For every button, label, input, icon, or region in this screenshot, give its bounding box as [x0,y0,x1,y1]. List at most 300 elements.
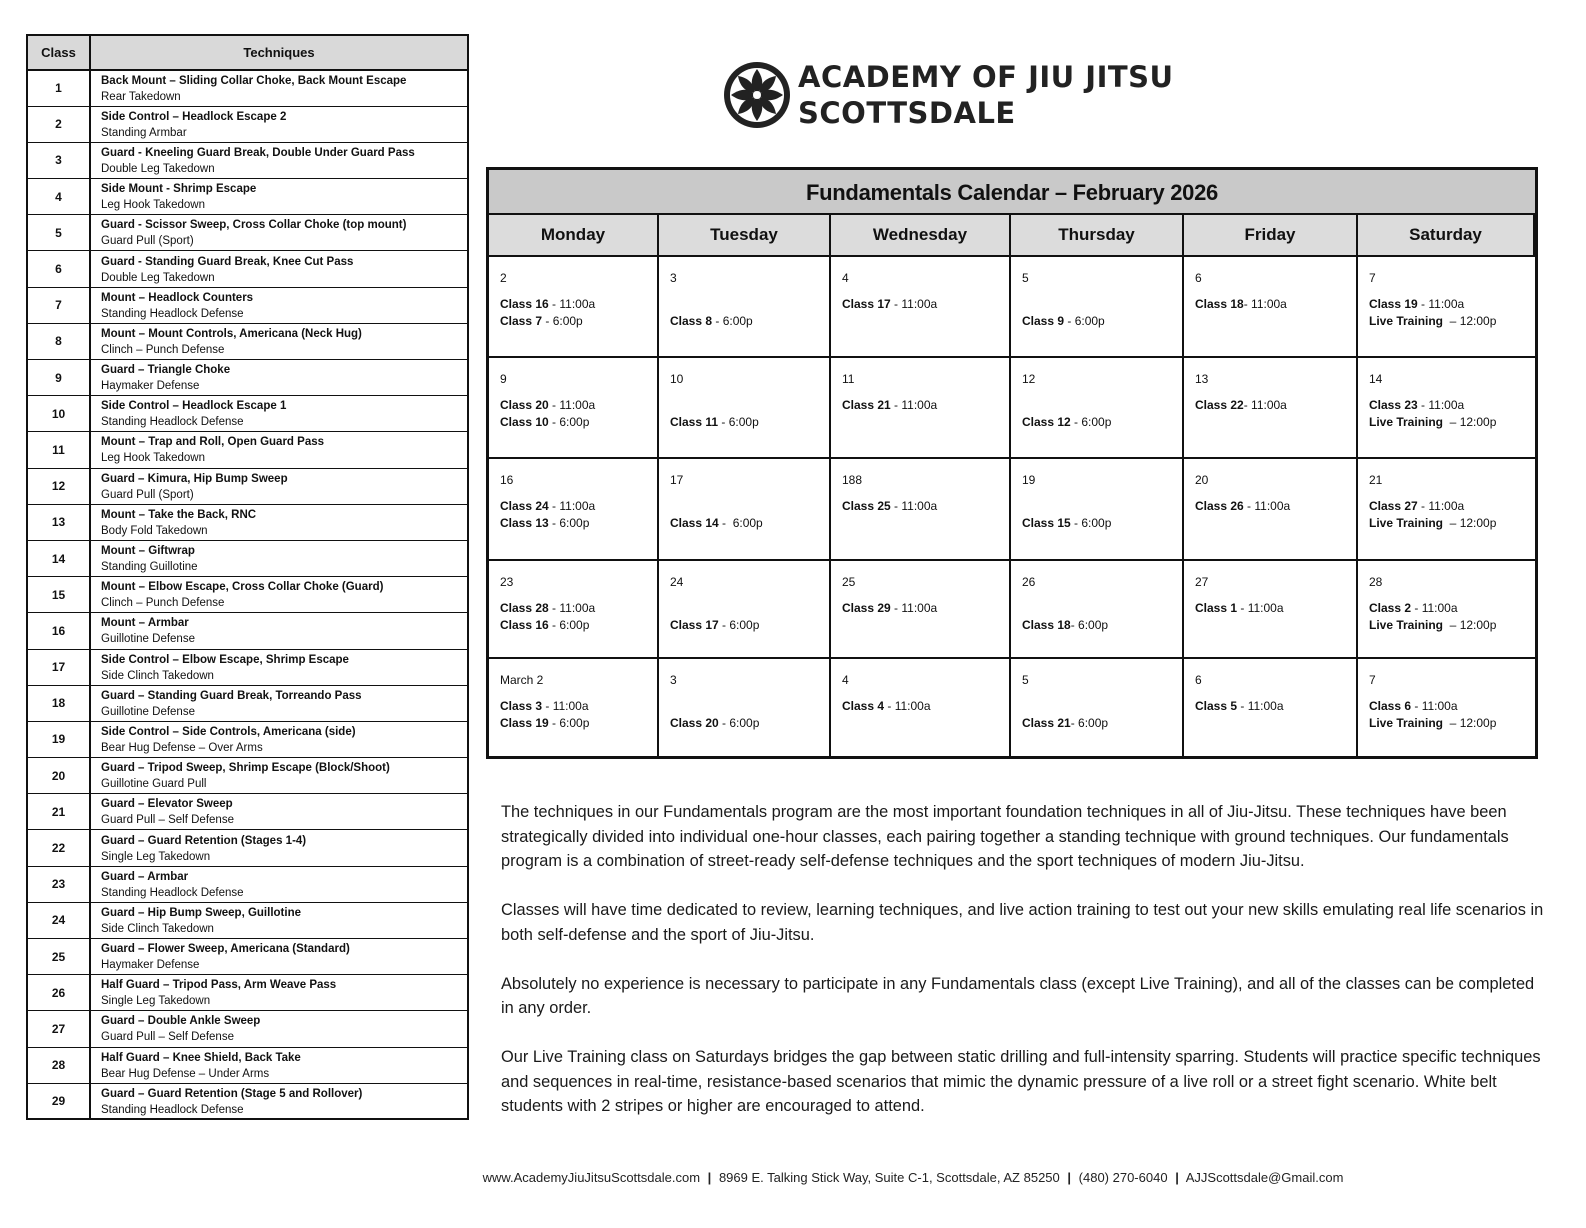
class-time: - 6:00p [548,618,590,632]
calendar-class-entry [500,516,657,533]
ground-technique: Side Control – Headlock Escape 2 [101,110,287,123]
calendar-class-entry [1369,716,1535,733]
class-number: 24 [27,902,90,938]
calendar-class-entry [500,499,657,516]
calendar-date: 16 [500,473,514,487]
calendar-class-entry [1369,415,1535,432]
footer-separator: | [1175,1170,1179,1185]
calendar-date: 188 [842,473,863,487]
calendar-class-entry [670,516,829,533]
calendar-class-entry [500,601,657,618]
technique-cell [90,721,468,757]
calendar-date: 6 [1195,673,1202,687]
calendar-title: Fundamentals Calendar – February 2026 [489,170,1535,215]
class-time: - 6:00p [718,618,760,632]
calendar-date: 28 [1369,575,1383,589]
calendar-class-entry [670,601,829,618]
class-name: Class 23 [1369,398,1418,412]
standing-technique: Single Leg Takedown [101,995,211,1008]
calendar-class-entry [1195,601,1356,618]
description-paragraph: The techniques in our Fundamentals program are the most important foundation techniques in all of Jiu-Jitsu. These techniques have been strategically divided into individual one-hour classes, each pairing together a standing technique with ground techniques. Our fundamentals program is a combination of street-ready self-defense techniques and the sport techniques of modern Jiu-Jitsu. [501,803,1509,870]
ground-technique: Mount – Trap and Roll, Open Guard Pass [101,436,325,449]
class-number: 21 [27,794,90,830]
calendar-class-entry [670,699,829,716]
technique-cell [90,179,468,215]
class-name: Class 6 [1369,699,1412,713]
calendar-class-entry [670,716,829,733]
standing-technique: Side Clinch Takedown [101,922,214,935]
calendar-date: 5 [1022,271,1029,285]
calendar-day-cell [1011,358,1184,459]
class-name: Class 17 [670,618,719,632]
standing-technique: Clinch – Punch Defense [101,597,225,610]
technique-cell [90,830,468,866]
technique-cell [90,975,468,1011]
class-name: Live Training [1369,516,1444,530]
technique-row [27,975,468,1011]
calendar-class-entry [842,516,1009,533]
technique-row [27,179,468,215]
footer-phone: (480) 270-6040 [1078,1170,1168,1185]
technique-row [27,830,468,866]
standing-technique: Standing Armbar [101,126,187,139]
class-time: - 6:00p [1070,716,1109,730]
calendar-date: 5 [1022,673,1029,687]
technique-cell [90,939,468,975]
class-number: 28 [27,1047,90,1083]
calendar-day-cell [831,358,1011,459]
calendar-class-entry [1022,499,1182,516]
calendar-class-entry [1022,601,1182,618]
academy-logo [722,58,1322,133]
technique-row [27,721,468,757]
class-time: - 11:00a [548,297,596,311]
ground-technique: Side Control – Elbow Escape, Shrimp Escape [101,653,349,666]
standing-technique: Rear Takedown [101,90,181,103]
class-time: - 6:00p [1070,415,1112,429]
calendar-class-entry [842,699,1009,716]
ground-technique: Guard – Double Ankle Sweep [101,1015,261,1028]
calendar-class-entry [1022,516,1182,533]
calendar-class-entry [1022,314,1182,331]
standing-technique: Haymaker Defense [101,959,200,972]
class-number: 23 [27,866,90,902]
calendar-class-entry [842,618,1009,635]
class-name: Class 9 [1022,314,1065,328]
class-time: - 11:00a [548,601,596,615]
class-name: Class 17 [842,297,891,311]
calendar-class-entry [500,297,657,314]
class-time: - 11:00a [884,699,931,713]
ground-technique: Half Guard – Knee Shield, Back Take [101,1051,301,1064]
calendar-day-header: Saturday [1358,215,1535,257]
class-time: - 6:00p [712,314,753,328]
ground-technique: Guard – Tripod Sweep, Shrimp Escape (Block/Shoot) [101,762,390,775]
class-time: - 11:00a [890,398,938,412]
calendar-class-entry [1369,499,1535,516]
calendar-class-entry [1022,398,1182,415]
technique-cell [90,360,468,396]
ground-technique: Side Control – Headlock Escape 1 [101,400,287,413]
standing-technique: Double Leg Takedown [101,271,215,284]
class-name: Class 20 [670,716,719,730]
technique-cell [90,1083,468,1119]
techniques-table-body [27,70,468,1119]
calendar-day-cell [1358,257,1535,358]
ground-technique: Guard – Guard Retention (Stages 1-4) [101,834,307,847]
technique-cell [90,1047,468,1083]
class-time: - 11:00a [1243,499,1291,513]
class-name: Class 29 [842,601,891,615]
ground-technique: Guard – Guard Retention (Stage 5 and Rollover) [101,1087,363,1100]
calendar-date: 3 [670,673,677,687]
class-number: 15 [27,577,90,613]
calendar-class-entry [670,314,829,331]
class-time: – 12:00p [1443,716,1497,730]
standing-technique: Guard Pull – Self Defense [101,1031,234,1044]
description-paragraph: Classes will have time dedicated to review, learning techniques, and live action training to test out your new skills emulating real life scenarios in both self-defense and the sport of Jiu-Jitsu. [501,901,1544,944]
class-name: Class 13 [500,516,549,530]
technique-row [27,1047,468,1083]
calendar-date: 7 [1369,271,1376,285]
technique-cell [90,540,468,576]
class-time: - 11:00a [1243,297,1287,311]
class-time: - 6:00p [718,415,759,429]
ground-technique: Mount – Elbow Escape, Cross Collar Choke (Guard) [101,581,384,594]
calendar-day-header: Monday [489,215,659,257]
class-number: 11 [27,432,90,468]
calendar-date: 4 [842,271,849,285]
class-name: Class 28 [500,601,549,615]
class-time: – 12:00p [1443,415,1497,429]
class-time: - 6:00p [718,716,760,730]
calendar-day-cell [659,561,831,659]
standing-technique: Standing Headlock Defense [101,1103,244,1116]
calendar-grid [489,215,1535,758]
calendar-day-cell [831,459,1011,561]
calendar-day-cell [659,358,831,459]
class-number: 8 [27,323,90,359]
class-number: 16 [27,613,90,649]
calendar-day-header: Wednesday [831,215,1011,257]
calendar-date: March 2 [500,673,544,687]
calendar-class-entry [842,398,1009,415]
technique-row [27,758,468,794]
class-time: - 6:00p [542,314,583,328]
calendar-class-entry [1195,516,1356,533]
calendar-class-entry [1369,297,1535,314]
standing-technique: Side Clinch Takedown [101,669,214,682]
technique-row [27,866,468,902]
class-name: Class 15 [1022,516,1071,530]
technique-row [27,432,468,468]
calendar-date: 14 [1369,372,1383,386]
technique-cell [90,577,468,613]
calendar-date: 4 [842,673,849,687]
class-time: - 6:00p [1064,314,1105,328]
standing-technique: Guard Pull (Sport) [101,235,194,248]
class-time: - 6:00p [548,516,590,530]
calendar-day-cell [489,659,659,758]
ground-technique: Guard – Flower Sweep, Americana (Standard) [101,943,350,956]
class-time: - 11:00a [1237,601,1284,615]
calendar-day-header: Friday [1184,215,1358,257]
class-number: 1 [27,70,90,106]
calendar-date: 12 [1022,372,1036,386]
class-time: - 11:00a [548,499,596,513]
technique-row [27,649,468,685]
calendar-day-cell [1358,659,1535,758]
class-name: Class 20 [500,398,549,412]
class-name: Class 16 [500,618,549,632]
class-number: 19 [27,721,90,757]
technique-cell [90,106,468,142]
class-time: - 11:00a [890,601,938,615]
calendar-date: 23 [500,575,514,589]
standing-technique: Standing Headlock Defense [101,886,244,899]
calendar-date: 24 [670,575,684,589]
calendar-day-cell [489,459,659,561]
class-number: 22 [27,830,90,866]
technique-row [27,1083,468,1119]
class-number: 5 [27,215,90,251]
calendar-date: 25 [842,575,856,589]
standing-technique: Single Leg Takedown [101,850,211,863]
class-time: – 12:00p [1443,314,1497,328]
calendar-class-entry [500,618,657,635]
technique-cell [90,432,468,468]
calendar-day-cell [1184,257,1358,358]
calendar-date: 11 [842,372,855,386]
calendar-day-cell [489,257,659,358]
class-number: 4 [27,179,90,215]
class-number: 3 [27,142,90,178]
calendar-day-cell [1358,358,1535,459]
ground-technique: Guard - Scissor Sweep, Cross Collar Choke (top mount) [101,219,407,232]
class-time: – 12:00p [1443,618,1497,632]
technique-row [27,251,468,287]
class-time: - 6:00p [548,415,590,429]
class-name: Class 26 [1195,499,1244,513]
calendar-day-cell [1184,459,1358,561]
ground-technique: Guard – Triangle Choke [101,364,231,377]
footer-separator: | [707,1170,712,1185]
class-name: Class 16 [500,297,549,311]
class-time: - 11:00a [1243,398,1287,412]
footer-website[interactable]: www.AcademyJiuJitsuScottsdale.com [482,1170,701,1185]
class-name: Class 4 [842,699,885,713]
class-time: - 6:00p [1070,618,1109,632]
class-name: Class 24 [500,499,549,513]
logo-title-line1: ACADEMY OF JIU JITSU [798,60,1174,94]
technique-row [27,396,468,432]
technique-cell [90,866,468,902]
class-number: 9 [27,360,90,396]
class-name: Live Training [1369,618,1444,632]
calendar-class-entry [500,699,657,716]
fundamentals-calendar [486,167,1538,759]
footer-separator: | [1067,1170,1072,1185]
class-number: 7 [27,287,90,323]
technique-cell [90,468,468,504]
footer-contact [0,1170,1586,1185]
class-number: 14 [27,540,90,576]
calendar-class-entry [1022,297,1182,314]
class-number: 6 [27,251,90,287]
class-name: Class 3 [500,699,543,713]
calendar-day-cell [1011,561,1184,659]
calendar-day-cell [831,561,1011,659]
technique-cell [90,613,468,649]
description-paragraph: Our Live Training class on Saturdays bridges the gap between static drilling and full-intensity sparring. Students will practice specific techniques and sequences in real-time, resistance-based scenarios that mimic the dynamic pressure of a live roll or a street fight scenario. White belt students with 2 stripes or higher are encouraged to attend. [501,1048,1541,1115]
logo-title-line2: SCOTTSDALE [798,96,1016,130]
standing-technique: Guard Pull – Self Defense [101,814,234,827]
class-number: 2 [27,106,90,142]
techniques-column-header: Techniques [90,35,468,70]
calendar-class-entry [1195,398,1356,415]
class-number: 12 [27,468,90,504]
class-column-header: Class [27,35,90,70]
calendar-class-entry [842,499,1009,516]
class-number: 27 [27,1011,90,1047]
class-number: 18 [27,685,90,721]
standing-technique: Guard Pull (Sport) [101,488,194,501]
calendar-class-entry [1195,618,1356,635]
class-number: 26 [27,975,90,1011]
ground-technique: Guard – Kimura, Hip Bump Sweep [101,472,288,485]
calendar-class-entry [1022,699,1182,716]
calendar-date: 7 [1369,673,1376,687]
program-description [501,800,1551,1143]
class-name: Class 22 [1195,398,1244,412]
calendar-class-entry [1369,398,1535,415]
class-name: Live Training [1369,716,1444,730]
calendar-day-cell [1011,257,1184,358]
calendar-date: 21 [1369,473,1383,487]
class-time: – 12:00p [1443,516,1497,530]
technique-row [27,106,468,142]
class-number: 13 [27,504,90,540]
class-name: Class 19 [500,716,549,730]
calendar-day-cell [831,257,1011,358]
class-time: - 11:00a [1417,499,1465,513]
calendar-day-cell [1358,459,1535,561]
technique-row [27,360,468,396]
calendar-class-entry [1369,516,1535,533]
calendar-class-entry [1022,415,1182,432]
technique-cell [90,1011,468,1047]
class-number: 25 [27,939,90,975]
techniques-table [26,34,469,1120]
calendar-day-cell [1011,459,1184,561]
class-number: 20 [27,758,90,794]
class-time: - 11:00a [1411,601,1458,615]
calendar-date: 17 [670,473,684,487]
class-time: - 11:00a [890,499,938,513]
calendar-class-entry [842,314,1009,331]
standing-technique: Standing Headlock Defense [101,307,244,320]
calendar-class-entry [500,314,657,331]
calendar-date: 9 [500,372,507,386]
standing-technique: Standing Headlock Defense [101,416,244,429]
calendar-class-entry [670,398,829,415]
class-time: - 11:00a [890,297,938,311]
technique-row [27,70,468,106]
technique-row [27,1011,468,1047]
calendar-day-cell [489,561,659,659]
standing-technique: Bear Hug Defense – Over Arms [101,741,263,754]
calendar-day-cell [1184,659,1358,758]
class-time: - 11:00a [1411,699,1458,713]
class-time: - 11:00a [1417,398,1465,412]
technique-row [27,540,468,576]
standing-technique: Leg Hook Takedown [101,199,205,212]
calendar-class-entry [1369,601,1535,618]
standing-technique: Guillotine Guard Pull [101,778,207,791]
footer-email[interactable]: AJJScottsdale@Gmail.com [1185,1170,1344,1185]
technique-cell [90,794,468,830]
class-name: Class 19 [1369,297,1418,311]
standing-technique: Leg Hook Takedown [101,452,205,465]
ground-technique: Mount – Armbar [101,617,189,630]
technique-cell [90,287,468,323]
technique-cell [90,902,468,938]
standing-technique: Guillotine Defense [101,705,195,718]
footer-address: 8969 E. Talking Stick Way, Suite C-1, Scottsdale, AZ 85250 [718,1170,1060,1185]
ground-technique: Side Control – Side Controls, Americana (side) [101,725,356,738]
class-name: Class 18 [1022,618,1071,632]
technique-row [27,577,468,613]
calendar-class-entry [1195,297,1356,314]
calendar-class-entry [842,601,1009,618]
class-name: Class 27 [1369,499,1418,513]
class-name: Live Training [1369,415,1444,429]
standing-technique: Standing Guillotine [101,561,198,574]
standing-technique: Guillotine Defense [101,633,195,646]
calendar-date: 3 [670,271,677,285]
ground-technique: Guard – Armbar [101,870,189,883]
ground-technique: Mount – Take the Back, RNC [101,508,257,521]
technique-cell [90,323,468,359]
class-name: Class 2 [1369,601,1412,615]
calendar-class-entry [842,297,1009,314]
calendar-day-header: Tuesday [659,215,831,257]
class-name: Live Training [1369,314,1444,328]
class-time: - 11:00a [542,699,589,713]
technique-cell [90,758,468,794]
calendar-day-cell [831,659,1011,758]
calendar-class-entry [842,716,1009,733]
ground-technique: Guard - Kneeling Guard Break, Double Under Guard Pass [101,146,415,159]
ground-technique: Mount – Headlock Counters [101,291,254,304]
class-name: Class 18 [1195,297,1244,311]
calendar-day-cell [1184,561,1358,659]
class-time: - 11:00a [548,398,596,412]
calendar-day-cell [659,257,831,358]
class-name: Class 10 [500,415,549,429]
calendar-class-entry [500,716,657,733]
calendar-date: 2 [500,271,507,285]
class-time: - 11:00a [1417,297,1465,311]
calendar-class-entry [1195,716,1356,733]
calendar-date: 6 [1195,271,1202,285]
technique-cell [90,685,468,721]
class-number: 10 [27,396,90,432]
ground-technique: Guard – Elevator Sweep [101,798,233,811]
class-time: - 11:00a [1237,699,1284,713]
calendar-day-cell [1184,358,1358,459]
standing-technique: Body Fold Takedown [101,524,208,537]
